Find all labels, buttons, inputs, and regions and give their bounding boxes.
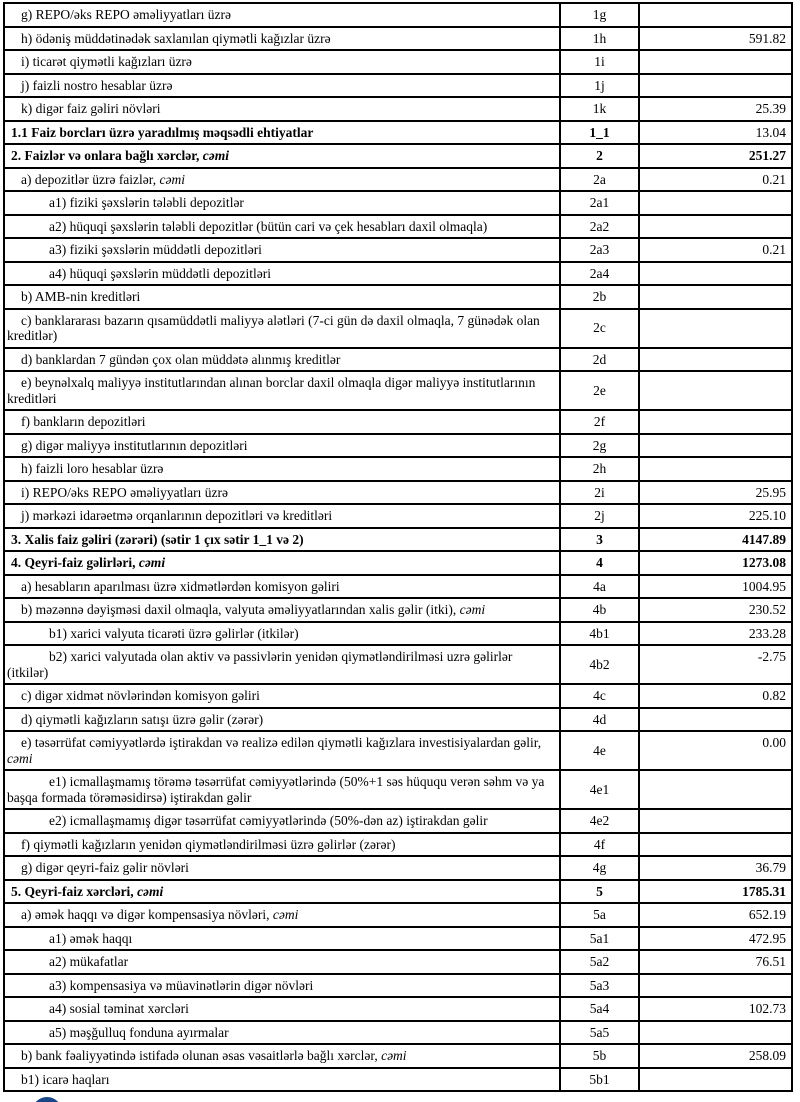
report-rows-body (4, 3, 792, 1091)
row-label: a3) fiziki şəxslərin müddətli depozitləri (49, 242, 262, 257)
table-row (4, 575, 792, 599)
row-label-cell (4, 191, 560, 215)
row-label-italic-suffix: cəmi (159, 171, 185, 187)
row-label: e) təsərrüfat cəmiyyətlərdə iştirakdan və realizə edilən qiymətli kağızlara investisiyalardan gəlir, (21, 735, 542, 750)
row-label-cell (4, 551, 560, 575)
row-label-italic-suffix: cəmi (381, 1048, 407, 1063)
row-value-cell (639, 410, 792, 434)
row-code-cell: 5a (560, 903, 639, 927)
row-label: b) bank fəaliyyətində istifadə olunan əsas vəsaitlərlə bağlı xərclər, (21, 1048, 382, 1063)
table-row (4, 74, 792, 98)
row-value-cell: 4147.89 (639, 528, 792, 552)
row-label-cell (4, 645, 560, 684)
row-code-cell: 4g (560, 856, 639, 880)
row-code-cell: 1_1 (560, 121, 639, 145)
row-value-cell (639, 833, 792, 857)
table-row (4, 645, 792, 684)
row-label-cell (4, 731, 560, 770)
row-label-cell (4, 1068, 560, 1092)
row-value-cell: 230.52 (639, 598, 792, 622)
table-row (4, 285, 792, 309)
row-label: g) REPO/əks REPO əməliyyatları üzrə (21, 7, 231, 22)
row-value-cell (639, 770, 792, 809)
row-code-cell: 2h (560, 457, 639, 481)
row-label: a2) hüquqi şəxslərin tələbli depozitlər (bütün cari və çek hesabları daxil olmaqla) (49, 218, 488, 234)
table-row (4, 770, 792, 809)
row-label: k) digər faiz gəliri növləri (21, 101, 161, 116)
row-value-cell: 1273.08 (639, 551, 792, 575)
row-label-cell (4, 262, 560, 286)
table-row (4, 97, 792, 121)
row-code-cell: 4b (560, 598, 639, 622)
table-row (4, 1068, 792, 1092)
table-row (4, 434, 792, 458)
row-label-cell (4, 504, 560, 528)
row-value-cell: 0.00 (639, 731, 792, 770)
row-code-cell: 4e2 (560, 809, 639, 833)
table-row (4, 856, 792, 880)
table-row (4, 622, 792, 646)
row-code-cell: 1h (560, 27, 639, 51)
row-value-cell: 225.10 (639, 504, 792, 528)
row-code-cell: 4e (560, 731, 639, 770)
row-label: e2) icmallaşmamış digər təsərrüfat cəmiyyətlərində (50%-dən az) iştirakdan gəlir (49, 813, 488, 828)
row-label-cell (4, 997, 560, 1021)
row-label-cell (4, 481, 560, 505)
row-label: c) digər xidmət növlərindən komisyon gəliri (21, 688, 260, 703)
row-label: g) digər qeyri-faiz gəlir növləri (21, 860, 189, 875)
row-value-cell: 0.82 (639, 684, 792, 708)
row-value-cell (639, 262, 792, 286)
row-code-cell: 4a (560, 575, 639, 599)
row-value-cell (639, 309, 792, 348)
row-code-cell: 4b2 (560, 645, 639, 684)
row-label: a) əmək haqqı və digər kompensasiya növləri, (21, 907, 273, 922)
table-row (4, 598, 792, 622)
row-label: 5. Qeyri-faiz xərcləri, (11, 883, 138, 899)
row-label-cell (4, 528, 560, 552)
row-label-cell (4, 238, 560, 262)
table-row (4, 528, 792, 552)
row-code-cell: 2a (560, 168, 639, 192)
table-row (4, 121, 792, 145)
row-label: b2) xarici valyutada olan aktiv və passivlərin yenidən qiymətləndirilməsi uzrə gəlirlər (itkilər) (7, 649, 513, 680)
row-value-cell: -2.75 (639, 645, 792, 684)
row-code-cell: 5b1 (560, 1068, 639, 1092)
table-row (4, 684, 792, 708)
row-label-cell (4, 950, 560, 974)
row-code-cell: 2i (560, 481, 639, 505)
table-row (4, 215, 792, 239)
row-label-cell (4, 684, 560, 708)
row-label-italic-suffix: cəmi (7, 750, 33, 766)
row-label-cell (4, 97, 560, 121)
table-row (4, 551, 792, 575)
row-value-cell: 1004.95 (639, 575, 792, 599)
row-label-cell (4, 770, 560, 809)
table-row (4, 168, 792, 192)
row-label: f) qiymətli kağızların yenidən qiymətləndirilməsi üzrə gəlirlər (zərər) (21, 836, 396, 852)
table-row (4, 1021, 792, 1045)
row-label-cell (4, 3, 560, 27)
row-label-italic-suffix: cəmi (138, 555, 166, 570)
row-label-cell (4, 74, 560, 98)
row-label: a5) məşğulluq fonduna ayırmalar (49, 1024, 229, 1040)
row-value-cell (639, 285, 792, 309)
row-value-cell (639, 3, 792, 27)
row-value-cell (639, 1021, 792, 1045)
row-label-cell (4, 371, 560, 410)
row-value-cell: 25.39 (639, 97, 792, 121)
row-value-cell: 251.27 (639, 144, 792, 168)
row-code-cell: 5a1 (560, 927, 639, 951)
row-value-cell: 0.21 (639, 238, 792, 262)
row-label: d) qiymətli kağızların satışı üzrə gəlir (zərər) (21, 711, 264, 727)
row-label-cell (4, 121, 560, 145)
row-code-cell: 2a4 (560, 262, 639, 286)
row-code-cell: 2 (560, 144, 639, 168)
table-row (4, 309, 792, 348)
row-value-cell: 233.28 (639, 622, 792, 646)
row-label: b1) xarici valyuta ticarəti üzrə gəlirlər (itkilər) (49, 625, 299, 641)
row-label-italic-suffix: cəmi (137, 883, 164, 899)
table-row (4, 504, 792, 528)
row-value-cell (639, 50, 792, 74)
row-value-cell: 76.51 (639, 950, 792, 974)
row-code-cell: 1i (560, 50, 639, 74)
row-label-cell (4, 215, 560, 239)
table-row (4, 950, 792, 974)
row-value-cell (639, 215, 792, 239)
row-label-italic-suffix: cəmi (202, 148, 229, 163)
row-label: a1) əmək haqqı (49, 930, 133, 946)
table-row (4, 410, 792, 434)
row-code-cell: 4e1 (560, 770, 639, 809)
row-code-cell: 5 (560, 880, 639, 904)
row-code-cell: 2a3 (560, 238, 639, 262)
row-label-italic-suffix: cəmi (272, 907, 299, 922)
row-value-cell: 591.82 (639, 27, 792, 51)
row-code-cell: 1g (560, 3, 639, 27)
table-row (4, 997, 792, 1021)
row-label-cell (4, 1021, 560, 1045)
row-label: 4. Qeyri-faiz gəlirləri, (11, 555, 139, 570)
row-label: j) faizli nostro hesablar üzrə (21, 77, 173, 93)
row-code-cell: 4d (560, 708, 639, 732)
row-label: a4) hüquqi şəxslərin müddətli depozitləri (49, 265, 271, 281)
row-label-cell (4, 144, 560, 168)
row-value-cell (639, 191, 792, 215)
row-label-cell (4, 598, 560, 622)
row-code-cell: 2a1 (560, 191, 639, 215)
row-label-italic-suffix: cəmi (459, 602, 486, 617)
row-code-cell: 4c (560, 684, 639, 708)
bank-logo-partial-icon (32, 1097, 62, 1102)
row-label: i) ticarət qiymətli kağızları üzrə (21, 54, 192, 69)
table-row (4, 144, 792, 168)
row-code-cell: 2c (560, 309, 639, 348)
row-value-cell: 0.21 (639, 168, 792, 192)
table-row (4, 974, 792, 998)
row-value-cell: 102.73 (639, 997, 792, 1021)
financial-report-table (3, 2, 793, 1092)
row-label-cell (4, 27, 560, 51)
table-row (4, 191, 792, 215)
row-label: a) hesabların aparılması üzrə xidmətlərdən komisyon gəliri (21, 578, 340, 594)
row-label: h) ödəniş müddətinədək saxlanılan qiymətli kağızlar üzrə (21, 30, 331, 46)
row-code-cell: 1k (560, 97, 639, 121)
table-row (4, 927, 792, 951)
row-value-cell (639, 74, 792, 98)
row-code-cell: 5b (560, 1044, 639, 1068)
row-value-cell: 1785.31 (639, 880, 792, 904)
row-label-cell (4, 833, 560, 857)
row-label-cell (4, 457, 560, 481)
row-code-cell: 2e (560, 371, 639, 410)
row-label-cell (4, 622, 560, 646)
row-label-cell (4, 708, 560, 732)
table-row (4, 708, 792, 732)
row-label-cell (4, 927, 560, 951)
row-label-cell (4, 575, 560, 599)
row-code-cell: 2g (560, 434, 639, 458)
table-row (4, 27, 792, 51)
row-code-cell: 5a4 (560, 997, 639, 1021)
row-value-cell (639, 457, 792, 481)
row-value-cell (639, 1068, 792, 1092)
table-row (4, 348, 792, 372)
table-row (4, 481, 792, 505)
row-label-cell (4, 856, 560, 880)
row-label-cell (4, 309, 560, 348)
row-label: i) REPO/əks REPO əməliyyatları üzrə (21, 484, 228, 500)
row-code-cell: 5a5 (560, 1021, 639, 1045)
row-value-cell (639, 434, 792, 458)
row-label: a4) sosial təminat xərcləri (49, 1001, 189, 1016)
row-code-cell: 5a2 (560, 950, 639, 974)
row-label-cell (4, 434, 560, 458)
row-label: b1) icarə haqları (21, 1071, 110, 1087)
row-label-cell (4, 410, 560, 434)
row-label-cell (4, 50, 560, 74)
table-row (4, 833, 792, 857)
row-value-cell (639, 371, 792, 410)
row-code-cell: 4f (560, 833, 639, 857)
row-label-cell (4, 1044, 560, 1068)
row-label: j) mərkəzi idarəetmə orqanlarının depozitləri və kreditləri (21, 508, 333, 523)
row-value-cell: 258.09 (639, 1044, 792, 1068)
row-label: a1) fiziki şəxslərin tələbli depozitlər (49, 195, 244, 210)
row-code-cell: 2d (560, 348, 639, 372)
table-row (4, 50, 792, 74)
row-label-cell (4, 880, 560, 904)
table-row (4, 457, 792, 481)
row-label-cell (4, 809, 560, 833)
row-code-cell: 2a2 (560, 215, 639, 239)
row-label: b) AMB-nin kreditləri (21, 289, 141, 304)
row-label: a) depozitlər üzrə faizlər, (21, 171, 160, 187)
row-label: g) digər maliyyə institutlarının depozitləri (21, 437, 248, 453)
table-row (4, 1044, 792, 1068)
row-label: 3. Xalis faiz gəliri (zərəri) (sətir 1 çıx sətir 1_1 və 2) (11, 531, 304, 547)
row-code-cell: 1j (560, 74, 639, 98)
row-label-cell (4, 974, 560, 998)
table-row (4, 238, 792, 262)
row-label: h) faizli loro hesablar üzrə (21, 461, 164, 476)
row-label: 1.1 Faiz borcları üzrə yaradılmış məqsədli ehtiyatlar (11, 124, 314, 140)
row-value-cell: 25.95 (639, 481, 792, 505)
table-row (4, 3, 792, 27)
row-label: e1) icmallaşmamış törəmə təsərrüfat cəmiyyətlərində (50%+1 səs hüququ verən səhm və ya başqa formada törəməsidirsə) iştirakdan gəlir (7, 774, 545, 805)
row-value-cell: 472.95 (639, 927, 792, 951)
row-label: d) banklardan 7 gündən çox olan müddətə alınmış kreditlər (21, 351, 341, 367)
row-code-cell: 2j (560, 504, 639, 528)
row-value-cell: 36.79 (639, 856, 792, 880)
row-label: 2. Faizlər və onlara bağlı xərclər, (11, 148, 203, 163)
table-row (4, 880, 792, 904)
table-row (4, 903, 792, 927)
row-label: b) məzənnə dəyişməsi daxil olmaqla, valyuta əməliyyatlarından xalis gəlir (itki), (21, 602, 460, 617)
row-label-cell (4, 903, 560, 927)
row-label: a2) mükafatlar (49, 954, 129, 969)
row-value-cell (639, 809, 792, 833)
row-label: e) beynəlxalq maliyyə institutlarından alınan borclar daxil olmaqla digər maliyyə institutlarının kreditləri (7, 375, 536, 406)
row-value-cell (639, 348, 792, 372)
row-label: c) banklararası bazarın qısamüddətli maliyyə alətləri (7-ci gün də daxil olmaqla, 7 günədək olan kreditlər) (7, 312, 540, 343)
table-row (4, 731, 792, 770)
row-code-cell: 2f (560, 410, 639, 434)
row-label-cell (4, 168, 560, 192)
row-value-cell (639, 974, 792, 998)
row-code-cell: 3 (560, 528, 639, 552)
row-value-cell: 652.19 (639, 903, 792, 927)
row-label-cell (4, 285, 560, 309)
row-label: f) bankların depozitləri (21, 414, 146, 429)
row-label-cell (4, 348, 560, 372)
row-code-cell: 4 (560, 551, 639, 575)
row-code-cell: 2b (560, 285, 639, 309)
table-row (4, 371, 792, 410)
row-code-cell: 5a3 (560, 974, 639, 998)
row-code-cell: 4b1 (560, 622, 639, 646)
table-row (4, 262, 792, 286)
row-value-cell (639, 708, 792, 732)
row-value-cell: 13.04 (639, 121, 792, 145)
table-row (4, 809, 792, 833)
row-label: a3) kompensasiya və müavinətlərin digər növləri (49, 977, 314, 993)
